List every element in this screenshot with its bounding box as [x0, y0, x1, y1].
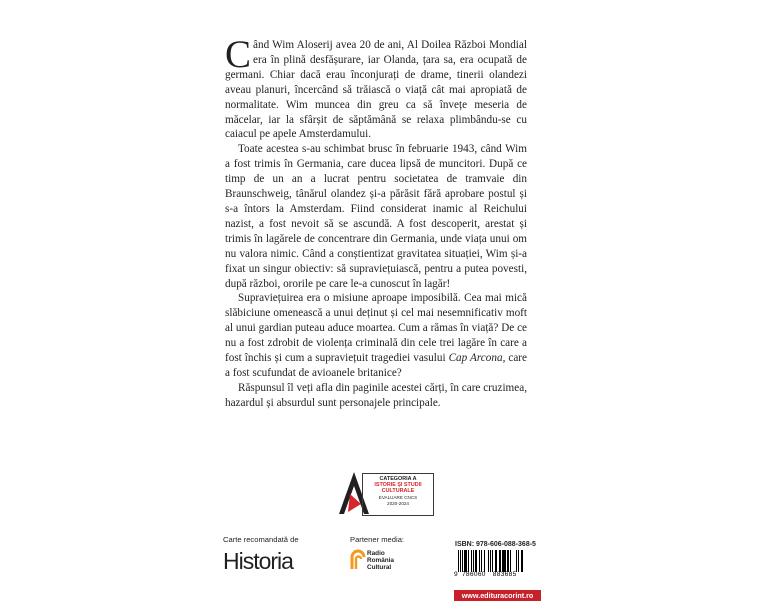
barcode-bar [523, 550, 524, 572]
blurb-p1-text: ând Wim Aloserij avea 20 de ani, Al Doilea Război Mondial era în plină desfășurare, iar Olanda, țara sa, era ocupată de germani. Chiar dacă erau înconjurați de drame, tinerii olandezi aveau planuri, încercând să trăiască o viață cât mai apropiată de normalitate. Wim muncea din greu ca să învețe meseria de măcelar, iar la sfârșit de săptămână se relaxa plimbându-se cu caiacul pe apele Amsterdamului. [225, 39, 527, 141]
barcode-digits [454, 571, 541, 578]
radio-line-3: Cultural [367, 564, 392, 572]
radio-text [367, 550, 394, 572]
barcode-digit-right: 883685 [492, 571, 517, 578]
partner-label: Partener media: [350, 535, 405, 544]
drop-cap: C [225, 33, 252, 76]
back-cover-blurb [225, 33, 527, 411]
isbn-number: ISBN: 978-606-088-368-5 [455, 541, 536, 548]
blurb-paragraph-4: Răspunsul îl veți afla din paginile acestei cărți, în care cruzimea, hazardul și absurdul sunt personajele principale. [225, 381, 527, 409]
radio-wave-icon [350, 549, 366, 571]
category-line-3: CULTURALE [381, 488, 415, 495]
recommend-label: Carte recomandată de [223, 535, 299, 544]
category-line-4: EVALUARE CNCS [378, 494, 418, 500]
ship-name: Cap Arcona [448, 352, 503, 365]
cncs-category-block [339, 468, 435, 517]
isbn-block [454, 541, 541, 578]
barcode-digit-left: 786060 [461, 571, 486, 578]
category-line-1: CATEGORIA A [379, 476, 417, 482]
blurb-paragraph-1 [225, 33, 527, 142]
blurb-paragraph-3 [225, 291, 527, 380]
historia-logo: Historia [223, 548, 293, 574]
radio-line-2: România [367, 557, 394, 565]
blurb-paragraph-2: Toate acestea s-au schimbat brusc în februarie 1943, când Wim a fost trimis în Germania, care ducea lipsă de muncitori. După ce timp de un an a lucrat pentru societatea de tramvaie din Braunschweig, tânărul olandez și-a părăsit fără aprobare postul și s-a întors la Amsterdam. Fiind considerat inamic al Reichului nazist, a fost nevoit să se ascundă. A fost descoperit, arestat și trimis în lagărele de concentrare din Germania, unde viața unui om nu valora nimic. Când a conștientizat gravitatea situației, Wim și-a fixat un singur obiectiv: să supraviețuiască, pentru a putea povesti, după război, ororile pe care le-a cunoscut în lagăr! [225, 143, 527, 290]
category-badge [362, 473, 434, 516]
category-line-2: ISTORIE ȘI STUDII [374, 482, 422, 489]
category-line-5: 2020-2024 [387, 500, 409, 506]
radio-line-1: Radio [367, 550, 385, 557]
barcode [458, 550, 541, 572]
blurb-p3-text-b: , care a fost scufundat de avioanele britanice? [225, 352, 527, 379]
radio-romania-cultural-logo [350, 549, 410, 579]
blurb-p3-text-a: Supraviețuirea era o misiune aproape imposibilă. Cea mai mică slăbiciune omenească a unui deținut și cel mai nesemnificativ moft al unui gardian puteau aduce moartea. Cum a rămas în viață? De ce nu a fost zdrobit de violența criminală din cele trei lagăre în care a fost închis și cum a supraviețuit tragediei vasului [225, 292, 527, 365]
barcode-digit-lead: 9 [454, 571, 458, 578]
publisher-website[interactable]: www.edituracorint.ro [454, 590, 541, 601]
